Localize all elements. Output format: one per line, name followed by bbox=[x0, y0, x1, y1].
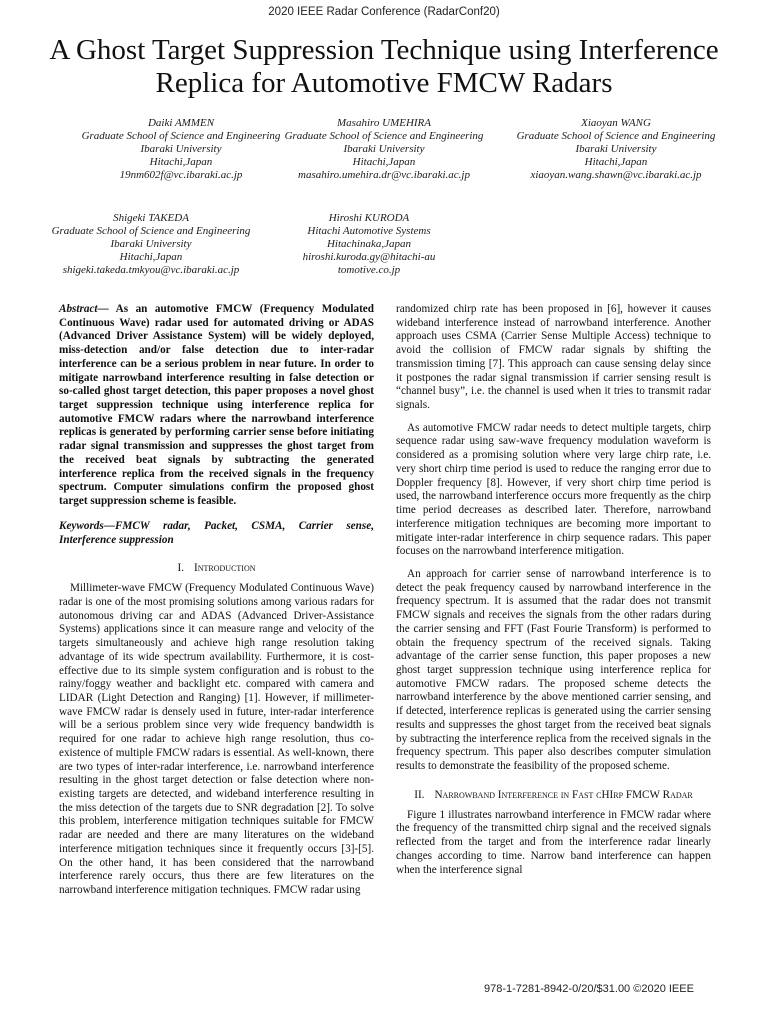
keywords: Keywords—FMCW radar, Packet, CSMA, Carrier sense, Interference suppression bbox=[59, 519, 374, 546]
abstract bbox=[59, 303, 374, 509]
right-column bbox=[396, 303, 711, 886]
author-organization: Ibaraki University bbox=[140, 143, 222, 155]
author-name: Xiaoyan WANG bbox=[581, 117, 651, 129]
author-department: Graduate School of Science and Engineering bbox=[516, 130, 716, 142]
copyright-footer: 978-1-7281-8942-0/20/$31.00 ©2020 IEEE bbox=[484, 983, 694, 995]
abstract-label: Abstract bbox=[59, 303, 98, 315]
author-block bbox=[501, 117, 731, 182]
section-heading bbox=[59, 561, 374, 575]
author-email: masahiro.umehira.dr@vc.ibaraki.ac.jp bbox=[298, 169, 470, 181]
body-paragraph: Millimeter-wave FMCW (Frequency Modulated Continuous Wave) radar is one of the most promising solutions among various radars for autonomous driving car and ADAS (Advanced Driver-Assistance Systems) applications since it can measure range and velocity of the targets simultaneously and achieve high range resolution taking advantage of its wide spectrum availability. Furthermore, it is cost-effective due to its simple system configuration and is robust to the rainy/foggy weather and backlight etc. compared with camera and LIDAR (Light Detection and Ranging) [1]. However, if millimeter-wave FMCW radar is densely used in future, inter-radar interference will be a serious problem since very wide frequency bandwidth is required for one radar to achieve high range resolution, thus co-existence of multiple FMCW radars is essential. As well-known, there are two types of inter-radar interference, i.e. narrowband interference resulting in the ghost target detection or false detection where non-existing targets are detected, and wideband interference resulting in the miss detection of the targets due to SNR degradation [2]. To solve this problem, interference mitigation techniques suitable for FMCW radar are needed and there are many literatures on the wideband interference mitigation techniques since it frequently occurs [3]-[5]. On the other hand, it has been considered that the narrowband interference rarely occurs, thus there are few literatures on the narrowband interference mitigation techniques. FMCW radar using bbox=[59, 582, 374, 897]
author-email: shigeki.takeda.tmkyou@vc.ibaraki.ac.jp bbox=[62, 264, 240, 276]
section-heading bbox=[396, 788, 711, 802]
author-block bbox=[269, 117, 499, 182]
section-title: Introduction bbox=[194, 562, 256, 575]
author-email: 19nm602f@vc.ibaraki.ac.jp bbox=[119, 169, 243, 181]
author-city: Hitachi,Japan bbox=[119, 251, 183, 263]
author-block bbox=[254, 212, 484, 277]
conference-header: 2020 IEEE Radar Conference (RadarConf20) bbox=[268, 6, 500, 18]
author-department: Graduate School of Science and Engineering bbox=[81, 130, 281, 142]
author-organization: Ibaraki University bbox=[343, 143, 425, 155]
author-block bbox=[66, 117, 296, 182]
section-title: Narrowband Interference in Fast cHIrp FMCW Radar bbox=[434, 788, 693, 801]
author-email: hiroshi.kuroda.gy@hitachi-automotive.co.jp bbox=[302, 251, 436, 276]
author-name: Shigeki TAKEDA bbox=[113, 212, 189, 224]
author-name: Hiroshi KURODA bbox=[328, 212, 410, 224]
author-name: Masahiro UMEHIRA bbox=[337, 117, 431, 129]
body-paragraph: An approach for carrier sense of narrowband interference is to detect the peak frequency caused by narrowband interference in the frequency spectrum. It is assumed that the radar does not transmit FMCW signals and receives the signals from the other radars during the carrier sensing and FFT (Fast Fourie Transform) is performed to obtain the frequency spectrum of the received signals. Taking advantage of the carrier sense function, this paper proposes a new ghost target suppression technique using interference replica for automotive FMCW radars. The proposed scheme detects the narrowband interference by the above mentioned carrier sensing, and if detected, interference replicas is generated using the carrier sensing results and suppresses the ghost target from the received beat signals by subtracting the interference replica from the received signals in the frequency spectrum. This paper also describes computer simulation results to demonstrate the feasibility of the proposed scheme. bbox=[396, 567, 711, 772]
body-paragraph: Figure 1 illustrates narrowband interference in FMCW radar where the frequency of the transmitted chirp signal and the received signals reflected from the target and from the interference radar linearly changes according to time. Narrow band interference can happen when the interference signal bbox=[396, 808, 711, 876]
body-paragraph: As automotive FMCW radar needs to detect multiple targets, chirp sequence radar using saw-wave frequency modulation waveform is considered as a promising solution where very large chirp rate, i.e. very short chirp time period is used to reduce the ranging error due to Doppler frequency [8]. However, if very short chirp time period is used, the narrowband interference occurs more frequently as the chirp time period decreases as described later. Therefore, narrowband interference mitigation techniques are becoming more important to mitigate inter-radar interference in chirp sequence radars. This paper focuses on the narrowband interference mitigation. bbox=[396, 421, 711, 558]
author-organization: Ibaraki University bbox=[575, 143, 657, 155]
author-block bbox=[36, 212, 266, 277]
author-organization: Hitachinaka,Japan bbox=[326, 238, 411, 250]
section-number: II. bbox=[414, 788, 425, 801]
author-city: Hitachi,Japan bbox=[149, 156, 213, 168]
author-department: Hitachi Automotive Systems bbox=[307, 225, 431, 237]
author-department: Graduate School of Science and Engineering bbox=[284, 130, 484, 142]
left-column bbox=[59, 303, 374, 906]
author-city: Hitachi,Japan bbox=[352, 156, 416, 168]
author-city: Hitachi,Japan bbox=[584, 156, 648, 168]
author-email: xiaoyan.wang.shawn@vc.ibaraki.ac.jp bbox=[530, 169, 702, 181]
abstract-text: As an automotive FMCW (Frequency Modulated Continuous Wave) radar used for automated driving or ADAS (Advanced Driver Assistance System) will be widely deployed, miss-detection and/or false detection due to inter-radar interference can be a serious problem in near future. In order to mitigate narrowband interference resulting in false detection or so-called ghost target detection, this paper proposes a novel ghost target suppression technique using interference replica for automotive FMCW radars where the narrowband interference replicas is generated by performing carrier sense before initiating radar signal transmission and suppresses the ghost target from the received beat signals by subtracting the generated interference replica from the received signals in the frequency spectrum. Computer simulations confirm the proposed ghost target suppression scheme is feasible. bbox=[59, 303, 374, 508]
body-paragraph: randomized chirp rate has been proposed in [6], however it causes wideband interference instead of narrowband interference. Another approach uses CSMA (Carrier Sense Multiple Access) technique to avoid the collision of FMCW radar signals by shifting the transmission timing [7]. This approach can cause sensing delay since it postpones the radar signal transmission if carrier sensing result is “channel busy”, i.e. the channel is used when it tries to transmit radar signals. bbox=[396, 303, 711, 412]
author-organization: Ibaraki University bbox=[110, 238, 192, 250]
paper-title: A Ghost Target Suppression Technique using Interference Replica for Automotive FMCW Radars bbox=[49, 34, 719, 99]
author-name: Daiki AMMEN bbox=[147, 117, 215, 129]
abstract-dash: — bbox=[97, 303, 109, 315]
author-department: Graduate School of Science and Engineering bbox=[51, 225, 251, 237]
section-number: I. bbox=[177, 562, 185, 575]
